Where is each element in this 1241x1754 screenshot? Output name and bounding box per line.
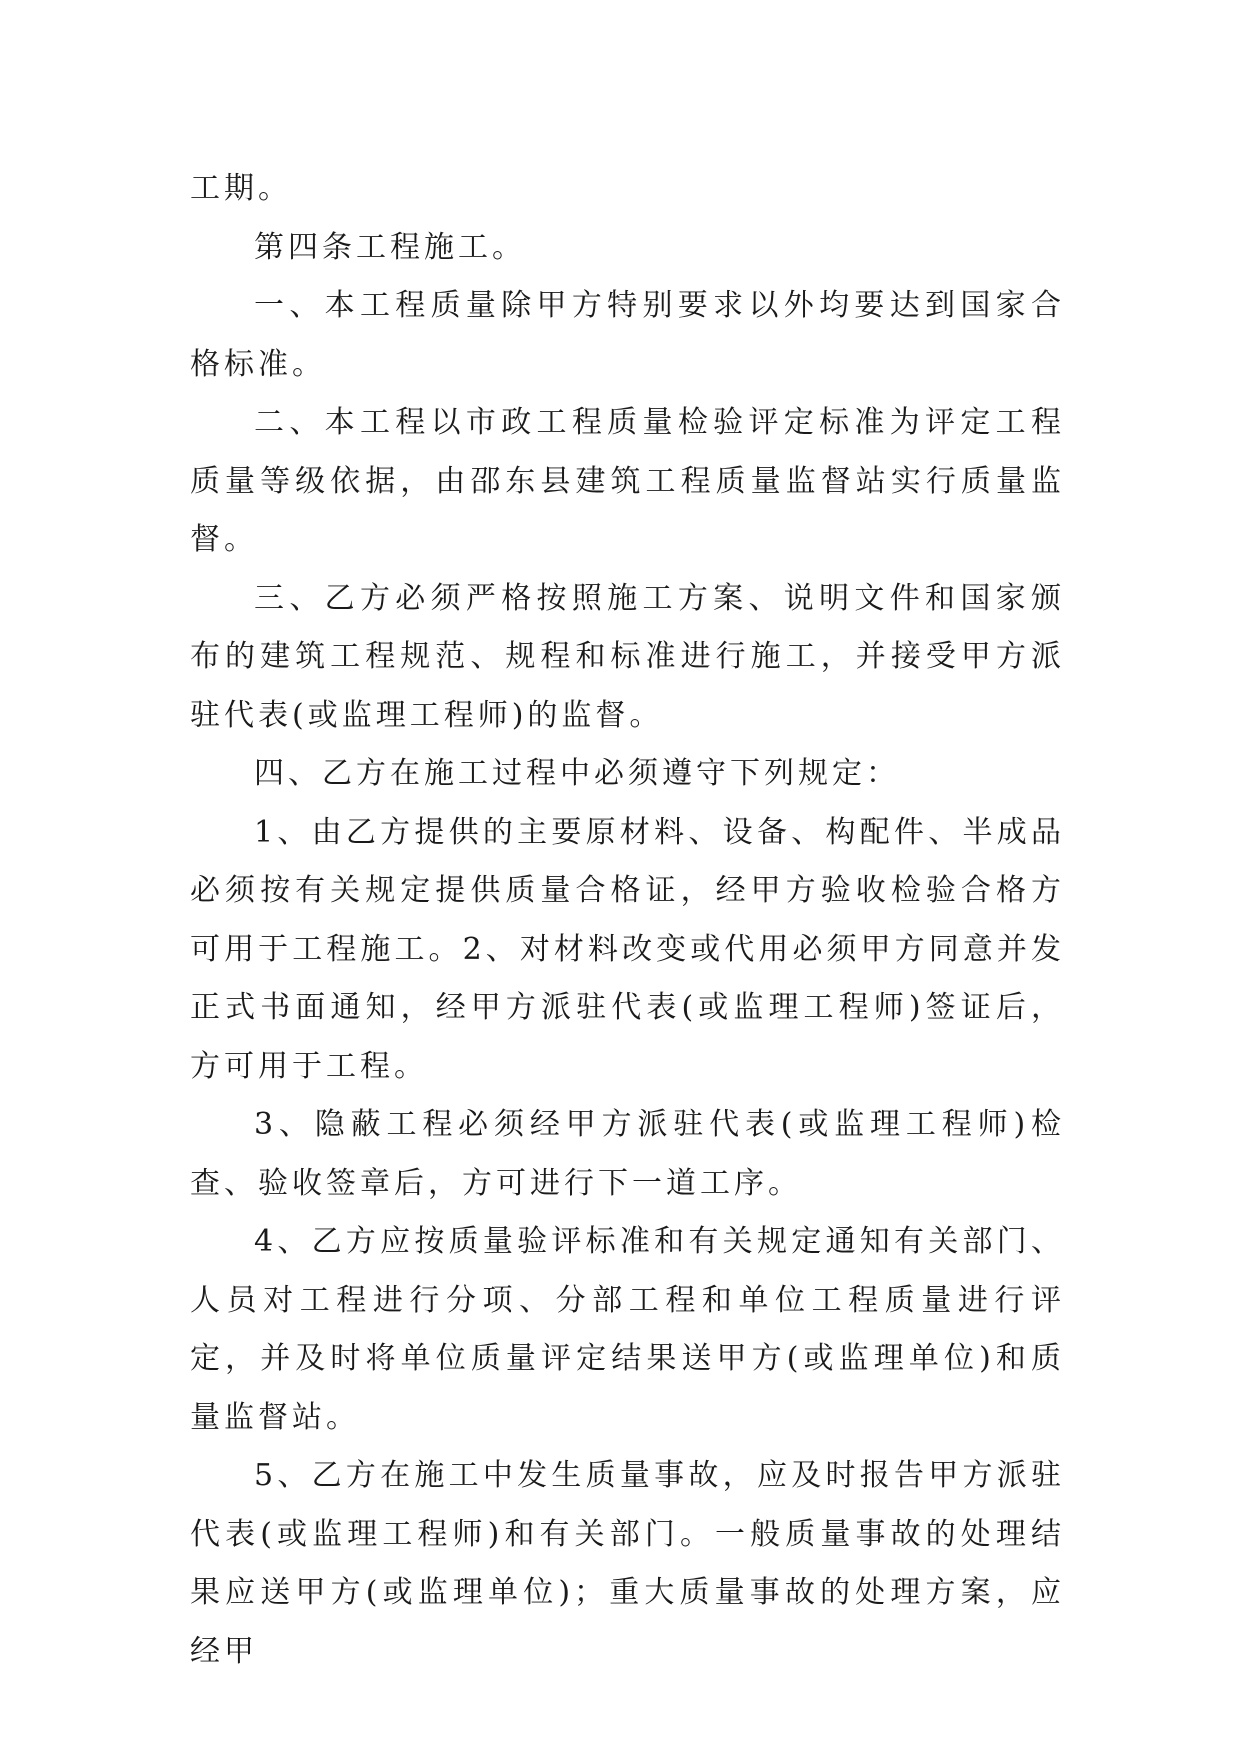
paragraph-item-1-2: 1、由乙方提供的主要原材料、设备、构配件、半成品必须按有关规定提供质量合格证，经甲方验收检验合格方可用于工程施工。2、对材料改变或代用必须甲方同意并发正式书面通知，经甲方派驻代表(或监理工程师)签证后，方可用于工程。 (190, 814, 1065, 1084)
paragraph-item-5: 5、乙方在施工中发生质量事故，应及时报告甲方派驻代表(或监理工程师)和有关部门。一般质量事故的处理结果应送甲方(或监理单位)；重大质量事故的处理方案，应经甲 (190, 1458, 1065, 1669)
paragraph-item-3: 3、隐蔽工程必须经甲方派驻代表(或监理工程师)检查、验收签章后，方可进行下一道工序。 (190, 1107, 1065, 1201)
article-heading: 第四条工程施工。 (254, 229, 526, 265)
document-body (190, 160, 1065, 1681)
paragraph-clause-4: 四、乙方在施工过程中必须遵守下列规定： (254, 756, 900, 791)
paragraph-clause-2: 二、本工程以市政工程质量检验评定标准为评定工程质量等级依据，由邵东县建筑工程质量监督站实行质量监督。 (190, 405, 1065, 557)
paragraph-item-4: 4、乙方应按质量验评标准和有关规定通知有关部门、人员对工程进行分项、分部工程和单位工程质量进行评定，并及时将单位质量评定结果送甲方(或监理单位)和质量监督站。 (190, 1224, 1065, 1435)
paragraph-clause-3: 三、乙方必须严格按照施工方案、说明文件和国家颁布的建筑工程规范、规程和标准进行施工，并接受甲方派驻代表(或监理工程师)的监督。 (190, 580, 1065, 733)
paragraph-clause-1: 一、本工程质量除甲方特别要求以外均要达到国家合格标准。 (190, 288, 1065, 382)
paragraph-continuation: 工期。 (190, 171, 292, 206)
